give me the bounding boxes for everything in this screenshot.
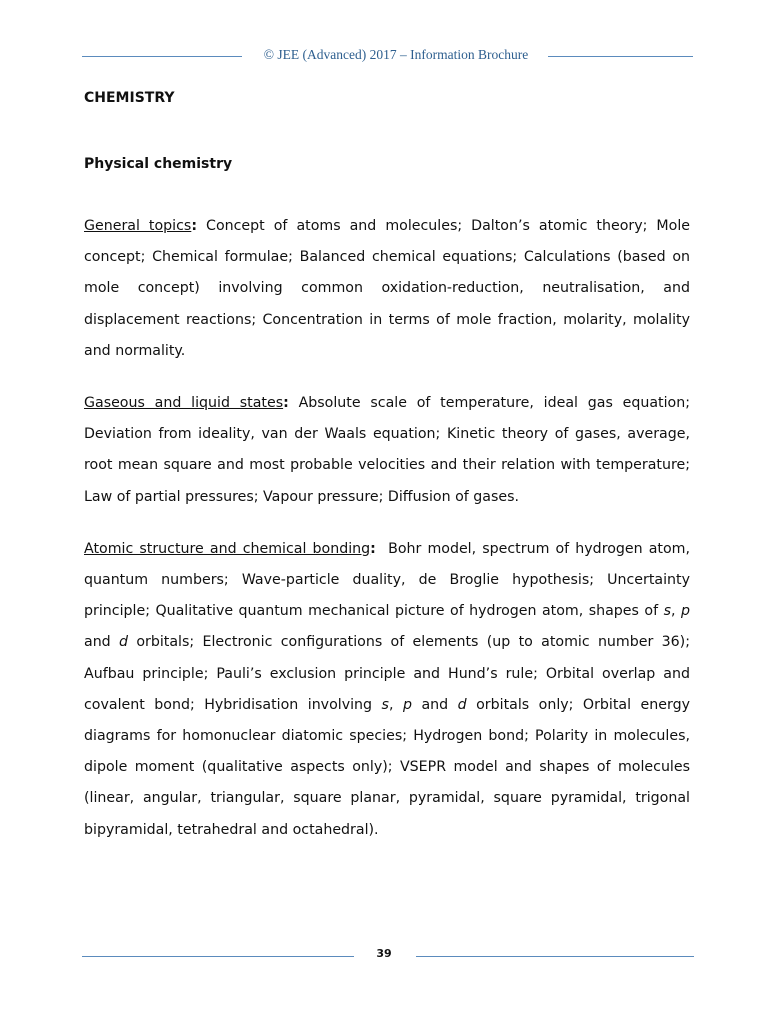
- orbital-s: s: [663, 603, 671, 620]
- punctuation-comma: ,: [388, 696, 394, 713]
- header-rule-left: [82, 56, 242, 57]
- page-number: 39: [376, 947, 392, 960]
- page-content: [84, 86, 690, 846]
- topic-body-part-3: orbitals only; Orbital energy diagrams for homonuclear diatomic species; Hydrogen bond; Polarity in molecules, dipole moment (qualitative aspects only); VSEPR model and shapes of molecules (linear, angular, triangular, square planar, pyramidal, square pyramidal, trigonal bipyramidal, tetrahedral and octahedral).: [84, 696, 690, 838]
- topic-body: Concept of atoms and molecules; Dalton’s atomic theory; Mole concept; Chemical formulae; Balanced chemical equations; Calculations (based on mole concept) involving common oxidation-reduction, neutralisation, and displacement reactions; Concentration in terms of mole fraction, molarity, molality and normality.: [84, 218, 690, 359]
- topic-body-part-1: Bohr model, spectrum of hydrogen atom, quantum numbers; Wave-particle duality, de Broglie hypothesis; Uncertainty principle; Qualitative quantum mechanical picture of hydrogen atom, shapes of: [84, 540, 691, 620]
- conjunction-and: and: [421, 696, 449, 713]
- punctuation-comma: ,: [670, 603, 676, 620]
- topic-body: Absolute scale of temperature, ideal gas equation; Deviation from ideality, van der Waals equation; Kinetic theory of gases, average, root mean square and most probable velocities and their relation with temperature; Law of partial pressures; Vapour pressure; Diffusion of gases.: [84, 395, 691, 505]
- subject-heading: CHEMISTRY: [84, 90, 175, 106]
- section-heading: Physical chemistry: [84, 156, 233, 172]
- topic-title: Gaseous and liquid states: [84, 395, 284, 412]
- orbital-s: s: [381, 696, 389, 713]
- conjunction-and: and: [84, 634, 111, 651]
- footer-rule-right: [416, 956, 694, 957]
- topic-body-part-2: orbitals; Electronic configurations of elements (up to atomic number 36); Aufbau principle; Pauli’s exclusion principle and Hund’s rule; Orbital overlap and covalent bond; Hybridisation involving: [84, 634, 690, 713]
- orbital-d: d: [457, 696, 467, 713]
- orbital-p: p: [680, 603, 690, 620]
- orbital-d: d: [119, 634, 129, 651]
- topic-title: General topics: [84, 218, 192, 234]
- footer-rule-left: [82, 956, 354, 957]
- topic-general: General topics: Concept of atoms and molecules; Dalton’s atomic theory; Mole concept; Chemical formulae; Balanced chemical equations; Calculations (based on mole concept) involving common oxidation-reduction, neutralisation, and displacement reactions; Concentration in terms of mole fraction, molarity, molality and normality.: [84, 218, 690, 359]
- topic-atomic-structure: Atomic structure and chemical bonding: Bohr model, spectrum of hydrogen atom, quantum numbers; Wave-particle duality, de Broglie hypothesis; Uncertainty principle; Qualitative quantum mechanical picture of hydrogen atom, shapes of s, p and d orbitals; Electronic configurations of elements (up to atomic number 36); Aufbau principle; Pauli’s exclusion principle and Hund’s rule; Orbital overlap and covalent bond; Hybridisation involving s, p and d orbitals only; Orbital energy diagrams for homonuclear diatomic species; Hydrogen bond; Polarity in molecules, dipole moment (qualitative aspects only); VSEPR model and shapes of molecules (linear, angular, triangular, square planar, pyramidal, square pyramidal, trigonal bipyramidal, tetrahedral and octahedral).: [84, 540, 691, 838]
- topic-gaseous-liquid: Gaseous and liquid states: Absolute scale of temperature, ideal gas equation; Deviation from ideality, van der Waals equation; Kinetic theory of gases, average, root mean square and most probable velocities and their relation with temperature; Law of partial pressures; Vapour pressure; Diffusion of gases.: [84, 395, 691, 505]
- header-title: © JEE (Advanced) 2017 – Information Brochure: [263, 47, 529, 62]
- orbital-p: p: [402, 696, 412, 713]
- header-rule-right: [548, 56, 693, 57]
- topic-title: Atomic structure and chemical bonding: [84, 540, 371, 557]
